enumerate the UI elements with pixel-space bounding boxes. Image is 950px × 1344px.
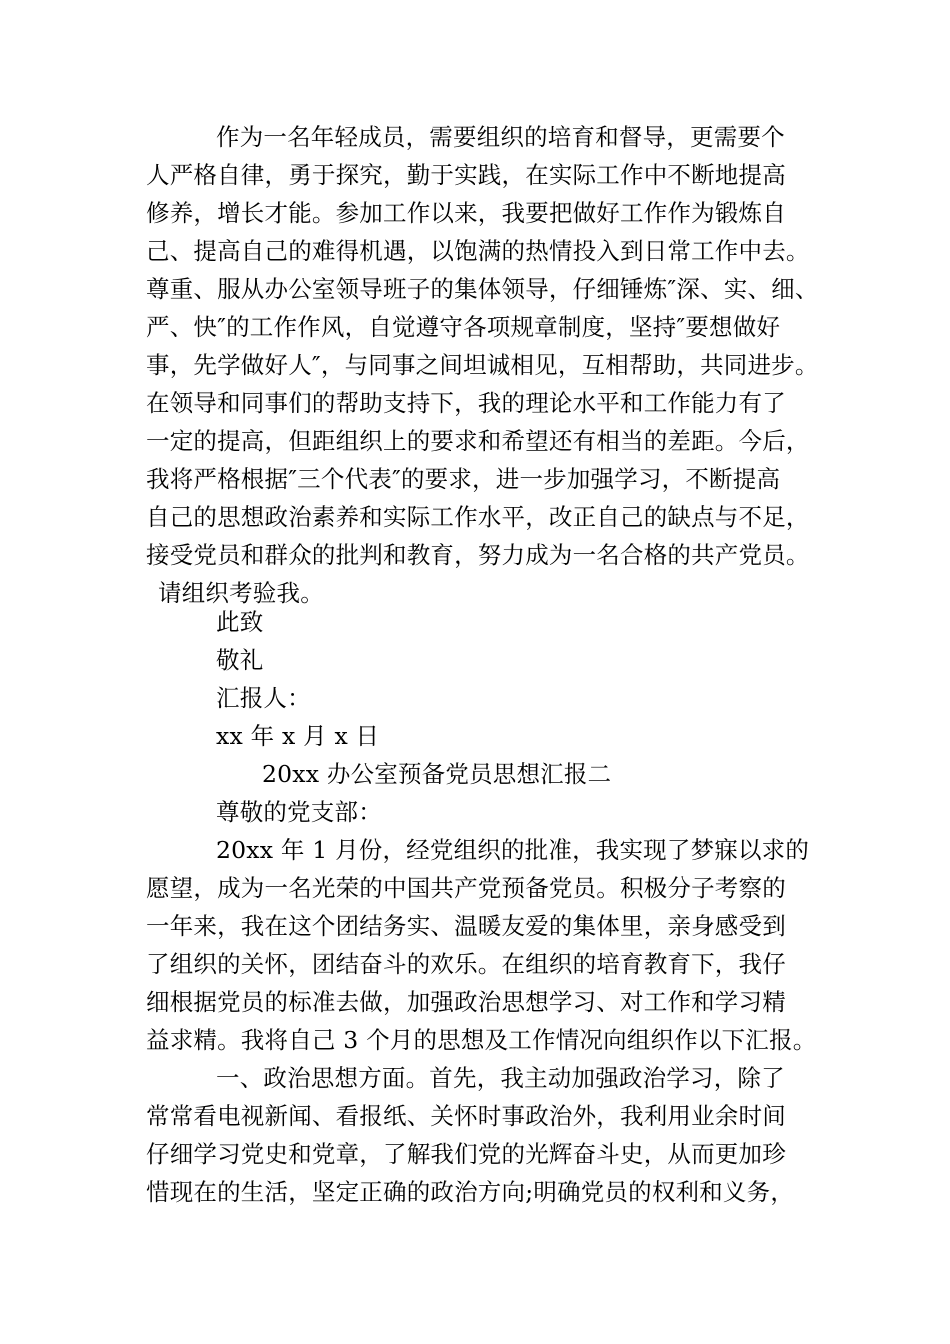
- paragraph-line: 尊重、服从办公室领导班子的集体领导，仔细锤炼″深、实、细、: [146, 275, 819, 303]
- paragraph-line: 修养，增长才能。参加工作以来，我要把做好工作作为锻炼自: [146, 199, 786, 227]
- paragraph-line: 益求精。我将自己 3 个月的思想及工作情况向组织作以下汇报。: [146, 1026, 817, 1054]
- closing-line: 此致: [216, 608, 264, 636]
- paragraph-line: 人严格自律，勇于探究，勤于实践，在实际工作中不断地提高: [146, 161, 786, 189]
- paragraph-line: 在领导和同事们的帮助支持下，我的理论水平和工作能力有了: [146, 389, 786, 417]
- paragraph-line: 细根据党员的标准去做，加强政治思想学习、对工作和学习精: [146, 988, 786, 1016]
- paragraph-line: 己、提高自己的难得机遇，以饱满的热情投入到日常工作中去。: [146, 237, 810, 265]
- paragraph-line: 接受党员和群众的批判和教育，努力成为一名合格的共产党员。: [146, 541, 810, 569]
- paragraph-line: 一定的提高，但距组织上的要求和希望还有相当的差距。今后，: [146, 427, 810, 455]
- paragraph-line: 一、政治思想方面。首先，我主动加强政治学习，除了: [216, 1064, 785, 1092]
- paragraph-line: 严、快″的工作作风，自觉遵守各项规章制度，坚持″要想做好: [146, 313, 781, 341]
- paragraph-line: 仔细学习党史和党章，了解我们党的光辉奋斗史，从而更加珍: [146, 1140, 786, 1168]
- paragraph-line: 请组织考验我。: [158, 579, 324, 607]
- paragraph-line: 我将严格根据″三个代表″的要求，进一步加强学习，不断提高: [146, 465, 781, 493]
- paragraph-line: 作为一名年轻成员，需要组织的培育和督导，更需要个: [216, 123, 785, 151]
- section-title: 20xx 办公室预备党员思想汇报二: [262, 760, 612, 788]
- paragraph-line: 了组织的关怀，团结奋斗的欢乐。在组织的培育教育下，我仔: [146, 950, 786, 978]
- reporter-label: 汇报人：: [216, 684, 311, 712]
- paragraph-line: 一年来，我在这个团结务实、温暖友爱的集体里，亲身感受到: [146, 912, 786, 940]
- paragraph-line: 惜现在的生活，坚定正确的政治方向;明确党员的权利和义务，: [146, 1178, 795, 1206]
- paragraph-line: 事，先学做好人″，与同事之间坦诚相见，互相帮助，共同进步。: [146, 351, 819, 379]
- paragraph-line: 愿望，成为一名光荣的中国共产党预备党员。积极分子考察的: [146, 874, 786, 902]
- date-line: xx 年 x 月 x 日: [216, 722, 380, 750]
- salutation: 尊敬的党支部：: [216, 798, 382, 826]
- paragraph-line: 20xx 年 1 月份，经党组织的批准，我实现了梦寐以求的: [216, 836, 810, 864]
- paragraph-line: 常常看电视新闻、看报纸、关怀时事政治外，我利用业余时间: [146, 1102, 786, 1130]
- paragraph-line: 自己的思想政治素养和实际工作水平，改正自己的缺点与不足，: [146, 503, 810, 531]
- closing-line: 敬礼: [216, 646, 264, 674]
